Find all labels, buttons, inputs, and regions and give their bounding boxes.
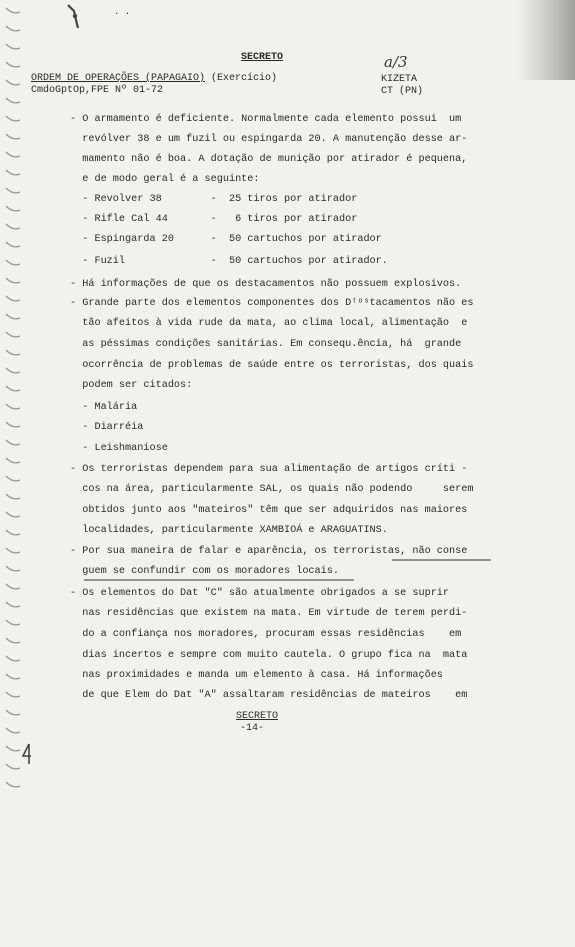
binding-hole [6, 116, 20, 121]
binding-hole [6, 188, 20, 193]
binding-hole [6, 458, 20, 463]
body-line: guem se confundir com os moradores locais. [70, 566, 339, 577]
binding-hole [6, 548, 20, 553]
binding-hole [6, 314, 20, 319]
classification-header: SECRETO [241, 52, 284, 63]
body-line: - Os terroristas dependem para sua alimentação de artigos críti - [70, 464, 468, 475]
body-line: - Revolver 38 - 25 tiros por atirador [70, 194, 358, 205]
body-line: - Grande parte dos elementos componentes dos Dᵗᵒˢtacamentos não es [70, 298, 474, 309]
binding-hole [6, 62, 20, 67]
binding-hole [6, 566, 20, 571]
order-title [31, 73, 277, 85]
location: KIZETA [381, 74, 418, 85]
binding-hole [6, 476, 20, 481]
page-number: -14- [240, 723, 265, 734]
binding-hole [6, 8, 20, 13]
binding-hole [6, 224, 20, 229]
pen-mark [64, 2, 86, 34]
body-line: e de modo geral é a seguinte: [70, 174, 260, 185]
binding-hole [6, 350, 20, 355]
body-line: - Leishmaniose [70, 443, 168, 454]
binding-hole [6, 710, 20, 715]
binding-hole [6, 242, 20, 247]
body-line: podem ser citados: [70, 380, 193, 391]
body-line: de que Elem do Dat "A" assaltaram residências de mateiros em [70, 690, 468, 701]
binding-hole [6, 764, 20, 769]
binding-hole [6, 530, 20, 535]
body-line: - O armamento é deficiente. Normalmente cada elemento possui um [70, 114, 462, 125]
body-line: nas proximidades e manda um elemento à casa. Há informações [70, 670, 443, 681]
binding-hole [6, 152, 20, 157]
binding-hole [6, 512, 20, 517]
binding-hole [6, 134, 20, 139]
location-sub: CT (PN) [381, 86, 424, 97]
binding-hole [6, 386, 20, 391]
body-line: mamento não é boa. A dotação de munição por atirador é pequena, [70, 154, 468, 165]
body-line: - Por sua maneira de falar e aparência, os terroristas, não conse [70, 546, 468, 557]
binding-hole [6, 746, 20, 751]
unit-line: CmdoGptOp,FPE Nº 01-72 [31, 85, 164, 96]
binding-hole [6, 80, 20, 85]
body-line: - Há informações de que os destacamentos não possuem explosivos. [70, 279, 462, 290]
body-line: ocorrência de problemas de saúde entre os terroristas, dos quais [70, 360, 474, 371]
binding-hole [6, 332, 20, 337]
body-line: - Fuzil - 50 cartuchos por atirador. [70, 256, 388, 267]
binding-hole [6, 620, 20, 625]
body-line: obtidos junto aos "mateiros" têm que ser adquiridos nas maiores [70, 505, 468, 516]
binding-hole [6, 44, 20, 49]
body-line: - Os elementos do Dat "C" são atualmente obrigados a se suprir [70, 588, 450, 599]
body-line: dias incertos e sempre com muito cautela. O grupo fica na mata [70, 650, 468, 661]
body-line: do a confiança nos moradores, procuram essas residências em [70, 629, 462, 640]
body-line: nas residências que existem na mata. Em virtude de terem perdi- [70, 608, 468, 619]
binding-hole [6, 26, 20, 31]
body-line: tão afeitos à vida rude da mata, ao clima local, alimentação e [70, 318, 468, 329]
binding-hole [6, 98, 20, 103]
body-line: as péssimas condições sanitárias. Em consequ.ência, há grande [70, 339, 462, 350]
handwritten-note: a/3 [384, 53, 408, 71]
underline-mark [392, 558, 492, 562]
margin-mark [20, 742, 34, 766]
binding-hole [6, 296, 20, 301]
binding-hole [6, 692, 20, 697]
binding-hole [6, 728, 20, 733]
body-line: cos na área, particularmente SAL, os quais não podendo serem [70, 484, 474, 495]
binding-hole [6, 656, 20, 661]
classification-footer: SECRETO [236, 711, 279, 722]
binding-hole [6, 170, 20, 175]
binding-hole [6, 368, 20, 373]
binding-hole [6, 278, 20, 283]
body-line: revólver 38 e um fuzil ou espingarda 20. A manutenção desse ar- [70, 134, 468, 145]
binding-hole [6, 260, 20, 265]
binding-hole [6, 440, 20, 445]
binding-hole [6, 782, 20, 787]
binding-hole [6, 674, 20, 679]
body-line: localidades, particularmente XAMBIOÁ e ARAGUATINS. [70, 525, 388, 536]
binding-hole [6, 206, 20, 211]
body-line: - Diarréia [70, 422, 144, 433]
order-type: (Exercício) [211, 73, 278, 84]
dots-mark: . . [114, 7, 131, 17]
page-edge-shadow [517, 0, 575, 80]
body-line: - Espingarda 20 - 50 cartuchos por atirador [70, 234, 382, 245]
body-line: - Malária [70, 402, 138, 413]
body-line: - Rifle Cal 44 - 6 tiros por atirador [70, 214, 358, 225]
underline-mark [84, 578, 356, 582]
binding-hole [6, 638, 20, 643]
binding-holes [2, 0, 24, 790]
binding-hole [6, 404, 20, 409]
binding-hole [6, 494, 20, 499]
order-title-text: ORDEM DE OPERAÇÕES (PAPAGAIO) [31, 73, 206, 84]
binding-hole [6, 422, 20, 427]
binding-hole [6, 602, 20, 607]
binding-hole [6, 584, 20, 589]
